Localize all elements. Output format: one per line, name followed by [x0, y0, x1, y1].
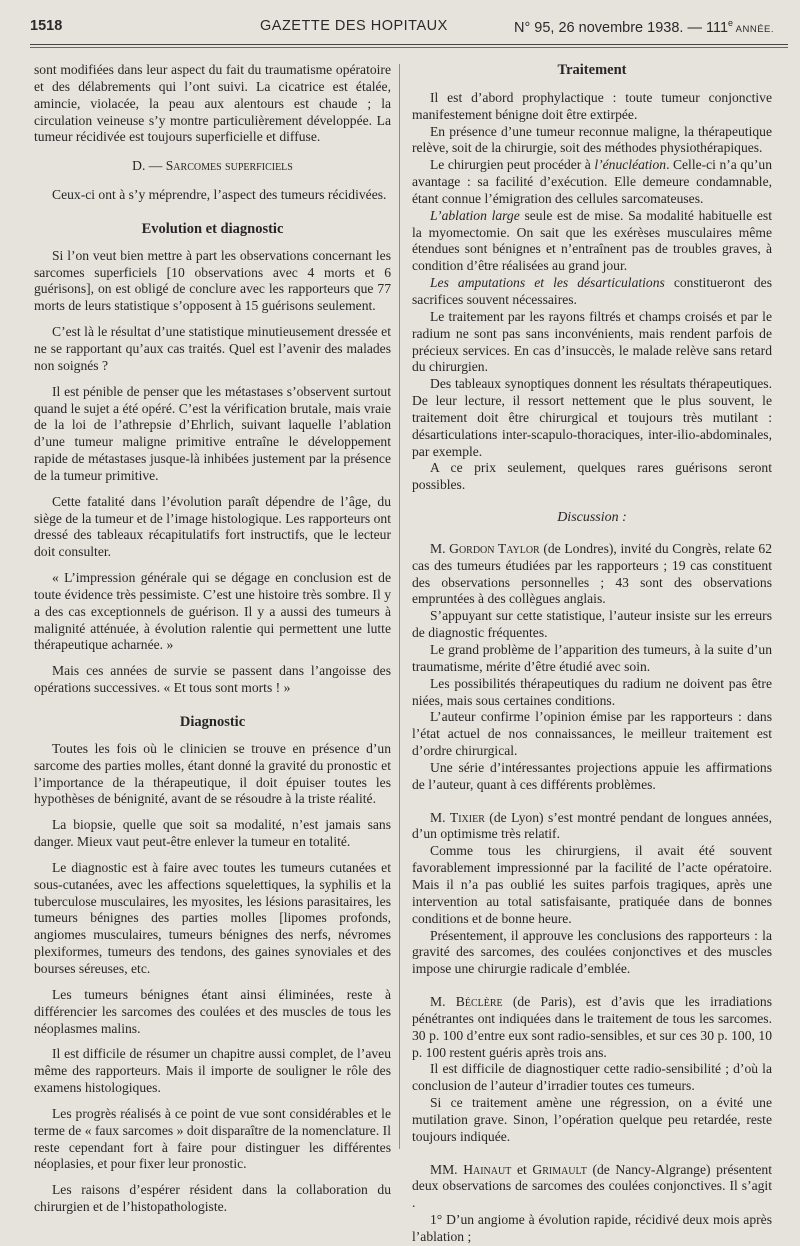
text-run: Le chirurgien peut procéder à	[430, 157, 595, 173]
heading-diagnostic: Diagnostic	[179, 714, 246, 730]
journal-title: GAZETTE DES HOPITAUX	[260, 18, 448, 34]
text-run: (de Nancy-Algrange) présentent deux observations de sarcomes des coulées conjonctives. Il s’agit .	[412, 1161, 772, 1211]
issue-year-label: ANNÉE.	[733, 23, 775, 35]
text-run: seule est de mise. Sa modalité habituelle est la myomectomie. On sait que les exérèses musculaires même étendues sont bénignes et n’entraînent pas de troubles graves, à condition d’être réalisées au grand jour.	[412, 207, 772, 274]
paragraph: Si l’on veut bien mettre à part les observations concernant les sarcomes superficiels [10 observations avec 4 morts et 6 guérisons], on est obligé de conclure avec les rapporteurs que 77 morts de leurs statistique s’opposent à 15 guérisons seulement.	[34, 247, 391, 314]
paragraph: La biopsie, quelle que soit sa modalité, n’est jamais sans danger. Mieux vaut peut-être enlever la tumeur en totalité.	[34, 817, 391, 850]
paragraph: Le traitement par les rayons filtrés et champs croisés et par le radium ne sont pas sans inconvénients, mais rendent parfois de précieux services. En cas d’insuccès, le malade relève sans retard du chirurgien.	[412, 308, 772, 375]
section-heading-d	[34, 158, 391, 175]
page-number: 1518	[30, 18, 63, 34]
column-divider	[399, 64, 400, 1149]
left-column	[34, 62, 391, 1216]
paragraph: Des tableaux synoptiques donnent les résultats thérapeutiques. De leur lecture, il ressort nettement que le plus souvent, le traitement doit être chirurgical et toujours très mutilant : désarticulations inter-scapulo-thoraciques, inter-ilio-abdominales, par exemple.	[412, 376, 772, 459]
paragraph	[412, 541, 772, 608]
author-name: Tixier	[449, 809, 485, 825]
running-header	[30, 18, 780, 44]
text-run: MM.	[430, 1161, 464, 1177]
text-run: M.	[430, 809, 450, 825]
paragraph	[412, 157, 772, 208]
author-name: Grimault	[532, 1161, 587, 1177]
section-title: Sarcomes superficiels	[165, 158, 293, 174]
paragraph: A ce prix seulement, quelques rares guérisons seront possibles.	[412, 460, 772, 493]
section-letter: D. —	[132, 158, 166, 174]
header-rule	[30, 44, 788, 45]
emphasis: L’ablation large	[430, 207, 520, 223]
text-run: et	[525, 275, 554, 291]
paragraph: 1° D’un angiome à évolution rapide, récidivé deux mois après l’ablation ;	[412, 1212, 772, 1244]
text-run: (de Lyon) s’est montré pendant de longues années, d’un optimisme très relatif.	[412, 809, 772, 842]
paragraph: L’auteur confirme l’opinion émise par les rapporteurs : dans l’état actuel de nos connaissances, le meilleur traitement est d’ordre chirurgical.	[412, 709, 772, 759]
paragraph	[412, 1162, 772, 1213]
paragraph: « L’impression générale qui se dégage en conclusion est de toute évidence très pessimiste. C’est une histoire très sombre. Il y a des cas exceptionnels de guérison. Il y a aussi des tumeurs à malignité atténuée, à évolution ralentie qui permettent une lutte thérapeutique acharnée. »	[34, 570, 391, 653]
issue-date: N° 95, 26 novembre 1938. — 111	[514, 19, 729, 36]
issue-line	[514, 18, 774, 36]
text-run: (de Londres), invité du Congrès, relate 62 cas des tumeurs étudiées par les rapporteurs ; 19 cas constituent des observations personnelles ; 43 sont des observations empruntées à des collègues anglais.	[412, 540, 772, 607]
author-name: Hainaut	[463, 1161, 512, 1177]
paragraph: Toutes les fois où le clinicien se trouve en présence d’un sarcome des parties molles, étant donné la gravité du pronostic et l’importance de la thérapeutique, il doit épuiser toutes les hypothèses de bénignité, avant de se résoudre à la triste réalité.	[34, 740, 391, 807]
paragraph: Il est difficile de résumer un chapitre aussi complet, de l’aveu même des rapporteurs. Mais il importe de souligner le rôle des examens histologiques.	[34, 1046, 391, 1096]
text-run: constitueront des sacrifices souvent nécessaires.	[412, 275, 772, 307]
paragraph: En présence d’une tumeur reconnue maligne, la thérapeutique relève, soit de la chirurgie, soit des méthodes physiothérapiques.	[412, 123, 772, 156]
paragraph: Mais ces années de survie se passent dans l’angoisse des opérations successives. « Et tous sont morts ! »	[34, 663, 391, 696]
right-column	[412, 62, 772, 1246]
author-name: Béclère	[455, 994, 503, 1010]
issue-sup: e	[728, 18, 734, 28]
paragraph: Le grand problème de l’apparition des tumeurs, à la suite d’un traumatisme, mérite d’être étudié avec soin.	[412, 642, 772, 674]
heading-discussion: Discussion :	[557, 510, 627, 526]
paragraph: Une série d’intéressantes projections appuie les affirmations de l’auteur, quant à ces différents problèmes.	[412, 759, 772, 792]
text-run: M.	[430, 994, 456, 1010]
paragraph: Il est pénible de penser que les métastases s’observent surtout quand le sujet a été opéré. C’est la vérification brutale, mais vraie de la loi de l’athrepsie d’Ehrlich, suivant laquelle l’ablation d’une tumeur maligne primitive entraîne le développement rapide de métastases jusque-là inhibées justement par la présence de la tumeur primitive.	[34, 383, 391, 483]
paragraph: Les possibilités thérapeutiques du radium ne doivent pas être niées, mais sous certaines conditions.	[412, 675, 772, 708]
paragraph: Les raisons d’espérer résident dans la collaboration du chirurgien et de l’histopathologiste.	[34, 1182, 391, 1215]
text-run: . Celle-ci n’a qu’un avantage : sa facilité d’exécution. Elle demeure condamnable, étant connue l’émigration des cellules sarcomateuses.	[412, 157, 772, 206]
emphasis: les désarticulations	[553, 275, 665, 291]
paragraph: sont modifiées dans leur aspect du fait du traumatisme opératoire et des délabrements qui l’ont suivi. La cicatrice est étalée, amincie, violacée, la peau aux alentours est chaude ; la circulation veineuse s’y montre particulièrement développée. La tumeur récidivée est toujours superficielle et diffuse.	[34, 62, 391, 145]
heading-traitement: Traitement	[557, 62, 627, 78]
emphasis: l’énucléation	[594, 157, 667, 173]
paragraph: Cette fatalité dans l’évolution paraît dépendre de l’âge, du siège de la tumeur et de l’image histologique. Les rapporteurs ont dressé des tableaux récapitulatifs fort instructifs, que le lecteur doit consulter.	[34, 493, 391, 560]
paragraph	[412, 208, 772, 275]
paragraph: Présentement, il approuve les conclusions des rapporteurs : la gravité des sarcomes, des coulées conjonctives et des muscles impose une chirurgie radicale d’emblée.	[412, 927, 772, 977]
paragraph: Il est d’abord prophylactique : toute tumeur conjonctive manifestement bénigne doit être extirpée.	[412, 89, 772, 122]
paragraph: Ceux-ci ont à s’y méprendre, l’aspect des tumeurs récidivées.	[52, 187, 387, 203]
paragraph	[412, 994, 772, 1061]
heading-evolution: Evolution et diagnostic	[141, 220, 284, 237]
header-rule-thin	[30, 47, 788, 48]
paragraph: Si ce traitement amène une régression, on a évité une mutilation grave. Sinon, l’opération quelque peu retardée, reste toujours indiquée.	[412, 1095, 772, 1144]
paragraph: Les progrès réalisés à ce point de vue sont considérables et le terme de « faux sarcomes » doit disparaître de la nomenclature. Il reste cependant fort à faire pour distinguer les différentes néoplasies, et pour fixer leur pronostic.	[34, 1105, 391, 1172]
paragraph: Il est difficile de diagnostiquer cette radio-sensibilité ; d’où la conclusion de l’auteur d’irradier toutes ces tumeurs.	[412, 1061, 772, 1094]
text-run: M.	[430, 540, 450, 556]
text-run: (de Paris), est d’avis que les irradiations pénétrantes ont indiquées dans le traitement de tous les sarcomes. 30 p. 100 d’entre eux sont radio-sensibles, et sur ces 30 p. 100, 10 p. 100 restent guéris après trois ans.	[412, 994, 772, 1060]
paragraph	[412, 810, 772, 844]
paragraph: Comme tous les chirurgiens, il avait été souvent favorablement impressionné par la facilité de l’acte opératoire. Mais il n’a pas oublié les suites parfois tragiques, après une intervention au total satisfaisante, pratiquée dans de bonnes conditions et de bonne heure.	[412, 843, 772, 926]
paragraph: Le diagnostic est à faire avec toutes les tumeurs cutanées et sous-cutanées, avec les affections squelettiques, la syphilis et la tuberculose musculaires, les myosites, les lésions parasitaires, les tumeurs bénignes des parties molles [lipomes profonds, angiomes musculaires, tumeurs bénignes des nerfs, névromes plexiformes, tumeurs des tendons, des gaines synoviales et des bourses séreuses, etc.	[34, 859, 391, 976]
paragraph: S’appuyant sur cette statistique, l’auteur insiste sur les erreurs de diagnostic fréquentes.	[412, 608, 772, 641]
paragraph	[412, 275, 772, 309]
emphasis: Les amputations	[430, 275, 526, 291]
paragraph: C’est là le résultat d’une statistique minutieusement dressée et ne se rapportant qu’aux cas traités. Quel est l’avenir des malades non soignés ?	[34, 324, 391, 373]
author-name: Gordon Taylor	[449, 540, 540, 556]
paragraph: Les tumeurs bénignes étant ainsi éliminées, reste à différencier les sarcomes des coulées et des muscles de tous les néoplasmes malins.	[34, 986, 391, 1036]
text-run: et	[511, 1161, 533, 1177]
